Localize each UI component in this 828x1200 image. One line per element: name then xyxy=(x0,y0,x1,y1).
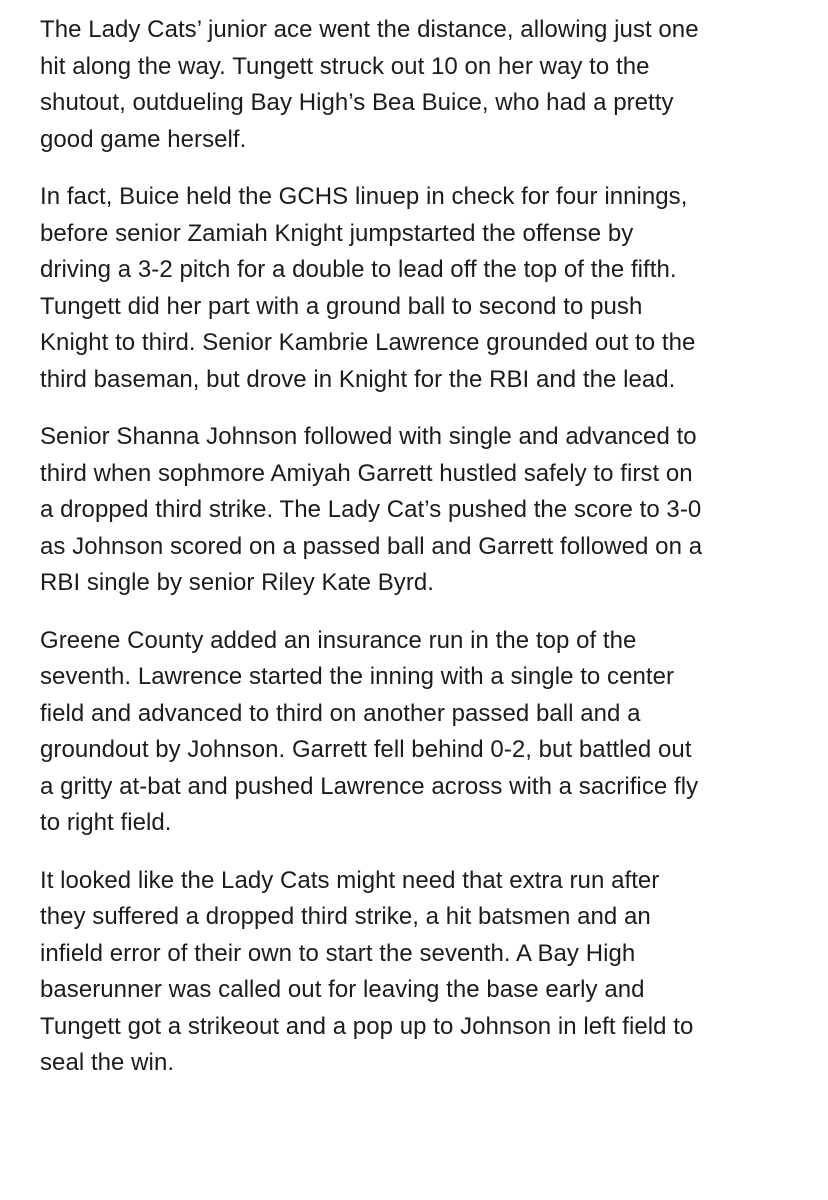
text-line: driving a 3-2 pitch for a double to lead off the top of the fifth. xyxy=(40,256,677,283)
article-paragraph-3 xyxy=(40,419,820,602)
text-line: third baseman, but drove in Knight for the RBI and the lead. xyxy=(40,365,676,393)
text-line: to right field. xyxy=(40,809,172,836)
text-line: It looked like the Lady Cats might need that extra run after xyxy=(40,866,660,894)
article-paragraph-2 xyxy=(40,179,820,398)
text-line: infield error of their own to start the seventh. A Bay High xyxy=(40,939,636,967)
text-line: groundout by Johnson. Garrett fell behind 0-2, but battled out xyxy=(40,736,692,763)
text-line: good game herself. xyxy=(40,125,247,153)
article-paragraph-4 xyxy=(40,623,820,842)
text-line: The Lady Cats’ junior ace went the distance, allowing just one xyxy=(40,16,699,43)
text-line: field and advanced to third on another passed ball and a xyxy=(40,699,641,727)
text-line: Knight to third. Senior Kambrie Lawrence grounded out to the xyxy=(40,329,696,356)
text-line: seal the win. xyxy=(40,1049,175,1076)
text-line: Tungett did her part with a ground ball to second to push xyxy=(40,292,643,320)
text-line: shutout, outdueling Bay High’s Bea Buice, who had a pretty xyxy=(40,89,674,116)
text-line: as Johnson scored on a passed ball and Garrett followed on a xyxy=(40,532,703,560)
text-line: a dropped third strike. The Lady Cat’s pushed the score to 3-0 xyxy=(40,496,702,523)
text-line: baserunner was called out for leaving the base early and xyxy=(40,976,645,1003)
text-line: RBI single by senior Riley Kate Byrd. xyxy=(40,569,435,596)
text-line: Tungett got a strikeout and a pop up to Johnson in left field to xyxy=(40,1012,694,1040)
text-line: they suffered a dropped third strike, a hit batsmen and an xyxy=(40,903,651,930)
text-line: seventh. Lawrence started the inning with a single to center xyxy=(40,663,675,690)
text-line: Greene County added an insurance run in the top of the xyxy=(40,626,637,654)
text-line: a gritty at-bat and pushed Lawrence across with a sacrifice fly xyxy=(40,772,699,800)
article-paragraph-5 xyxy=(40,863,820,1082)
text-line: hit along the way. Tungett struck out 10 on her way to the xyxy=(40,52,650,80)
text-line: before senior Zamiah Knight jumpstarted the offense by xyxy=(40,219,634,247)
text-line: Senior Shanna Johnson followed with single and advanced to xyxy=(40,423,697,450)
article-body xyxy=(40,0,820,1082)
article-paragraph-1 xyxy=(40,12,820,158)
text-line: In fact, Buice held the GCHS linuep in check for four innings, xyxy=(40,183,688,210)
text-line: third when sophmore Amiyah Garrett hustled safely to first on xyxy=(40,459,693,487)
